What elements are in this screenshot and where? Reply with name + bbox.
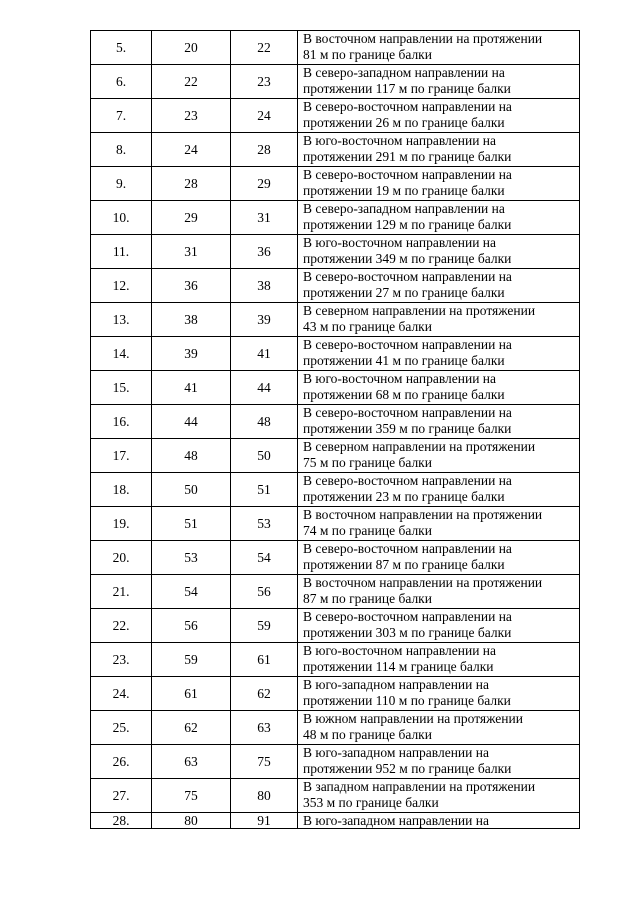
from-point-cell: 54	[152, 575, 231, 609]
to-point-cell: 22	[231, 31, 298, 65]
row-number-cell: 24.	[91, 677, 152, 711]
from-point-cell: 36	[152, 269, 231, 303]
from-point-cell: 38	[152, 303, 231, 337]
description-line-1: В северо-восточном направлении на	[303, 473, 512, 488]
from-point-cell: 62	[152, 711, 231, 745]
from-point-cell: 22	[152, 65, 231, 99]
table-row	[91, 269, 580, 303]
boundary-table-body	[91, 31, 580, 829]
description-line-1: В юго-западном направлении на	[303, 745, 489, 760]
description-line-2: протяжении 41 м по границе балки	[303, 353, 505, 368]
description-line-1: В северном направлении на протяжении	[303, 439, 536, 454]
description-line-2: 43 м по границе балки	[303, 319, 432, 334]
row-number-cell: 17.	[91, 439, 152, 473]
description-line-2: 74 м по границе балки	[303, 523, 432, 538]
from-point-cell: 48	[152, 439, 231, 473]
row-number-cell: 6.	[91, 65, 152, 99]
table-row	[91, 643, 580, 677]
description-line-2: 81 м по границе балки	[303, 47, 432, 62]
description-line-2: протяжении 117 м по границе балки	[303, 81, 511, 96]
from-point-cell: 44	[152, 405, 231, 439]
table-row	[91, 711, 580, 745]
description-line-1: В юго-западном направлении на	[303, 813, 489, 828]
table-row	[91, 439, 580, 473]
description-cell	[298, 609, 580, 643]
description-line-1: В восточном направлении на протяжении	[303, 507, 543, 522]
to-point-cell: 38	[231, 269, 298, 303]
description-line-1: В северо-восточном направлении на	[303, 167, 512, 182]
row-number-cell: 20.	[91, 541, 152, 575]
table-row	[91, 609, 580, 643]
description-line-2: 87 м по границе балки	[303, 591, 432, 606]
from-point-cell: 59	[152, 643, 231, 677]
row-number-cell: 22.	[91, 609, 152, 643]
table-row	[91, 65, 580, 99]
to-point-cell: 61	[231, 643, 298, 677]
to-point-cell: 59	[231, 609, 298, 643]
description-cell	[298, 405, 580, 439]
description-cell	[298, 745, 580, 779]
description-line-1: В северном направлении на протяжении	[303, 303, 536, 318]
description-cell	[298, 779, 580, 813]
description-line-2: 75 м по границе балки	[303, 455, 432, 470]
description-cell	[298, 439, 580, 473]
description-line-2: 353 м по границе балки	[303, 795, 439, 810]
description-line-1: В юго-западном направлении на	[303, 677, 489, 692]
description-line-1: В северо-западном направлении на	[303, 65, 505, 80]
to-point-cell: 51	[231, 473, 298, 507]
description-line-1: В северо-восточном направлении на	[303, 99, 512, 114]
description-line-2: протяжении 359 м по границе балки	[303, 421, 512, 436]
table-row	[91, 745, 580, 779]
from-point-cell: 80	[152, 813, 231, 829]
description-line-1: В западном направлении на протяжении	[303, 779, 536, 794]
from-point-cell: 23	[152, 99, 231, 133]
table-row	[91, 303, 580, 337]
to-point-cell: 24	[231, 99, 298, 133]
to-point-cell: 29	[231, 167, 298, 201]
table-row	[91, 779, 580, 813]
description-line-2: протяжении 303 м по границе балки	[303, 625, 512, 640]
description-line-2: протяжении 26 м по границе балки	[303, 115, 505, 130]
row-number-cell: 10.	[91, 201, 152, 235]
table-row	[91, 813, 580, 829]
description-cell	[298, 133, 580, 167]
description-line-2: протяжении 19 м по границе балки	[303, 183, 505, 198]
to-point-cell: 44	[231, 371, 298, 405]
to-point-cell: 23	[231, 65, 298, 99]
from-point-cell: 29	[152, 201, 231, 235]
row-number-cell: 15.	[91, 371, 152, 405]
table-row	[91, 31, 580, 65]
description-cell	[298, 541, 580, 575]
description-cell	[298, 235, 580, 269]
description-line-1: В восточном направлении на протяжении	[303, 575, 543, 590]
row-number-cell: 28.	[91, 813, 152, 829]
description-cell	[298, 643, 580, 677]
description-line-2: протяжении 27 м по границе балки	[303, 285, 505, 300]
row-number-cell: 12.	[91, 269, 152, 303]
description-cell	[298, 31, 580, 65]
description-cell	[298, 201, 580, 235]
table-row	[91, 235, 580, 269]
from-point-cell: 56	[152, 609, 231, 643]
description-cell	[298, 711, 580, 745]
description-cell	[298, 65, 580, 99]
from-point-cell: 28	[152, 167, 231, 201]
from-point-cell: 53	[152, 541, 231, 575]
table-row	[91, 677, 580, 711]
description-line-2: протяжении 952 м по границе балки	[303, 761, 512, 776]
description-line-2: протяжении 114 м границе балки	[303, 659, 494, 674]
row-number-cell: 23.	[91, 643, 152, 677]
row-number-cell: 7.	[91, 99, 152, 133]
to-point-cell: 56	[231, 575, 298, 609]
description-cell	[298, 813, 580, 829]
table-row	[91, 337, 580, 371]
table-row	[91, 99, 580, 133]
to-point-cell: 62	[231, 677, 298, 711]
row-number-cell: 27.	[91, 779, 152, 813]
description-line-1: В восточном направлении на протяжении	[303, 31, 543, 46]
from-point-cell: 75	[152, 779, 231, 813]
to-point-cell: 48	[231, 405, 298, 439]
description-line-1: В северо-восточном направлении на	[303, 269, 512, 284]
description-cell	[298, 303, 580, 337]
row-number-cell: 16.	[91, 405, 152, 439]
description-line-2: протяжении 68 м по границе балки	[303, 387, 505, 402]
from-point-cell: 63	[152, 745, 231, 779]
row-number-cell: 14.	[91, 337, 152, 371]
description-line-1: В юго-восточном направлении на	[303, 235, 497, 250]
from-point-cell: 51	[152, 507, 231, 541]
to-point-cell: 41	[231, 337, 298, 371]
to-point-cell: 39	[231, 303, 298, 337]
to-point-cell: 36	[231, 235, 298, 269]
description-line-2: протяжении 110 м по границе балки	[303, 693, 511, 708]
description-cell	[298, 677, 580, 711]
to-point-cell: 54	[231, 541, 298, 575]
table-row	[91, 371, 580, 405]
row-number-cell: 8.	[91, 133, 152, 167]
description-line-1: В северо-восточном направлении на	[303, 337, 512, 352]
description-line-1: В северо-восточном направлении на	[303, 405, 512, 420]
description-line-2: протяжении 349 м по границе балки	[303, 251, 512, 266]
description-cell	[298, 473, 580, 507]
description-line-2: протяжении 291 м по границе балки	[303, 149, 512, 164]
to-point-cell: 80	[231, 779, 298, 813]
row-number-cell: 9.	[91, 167, 152, 201]
description-line-1: В южном направлении на протяжении	[303, 711, 523, 726]
row-number-cell: 5.	[91, 31, 152, 65]
to-point-cell: 91	[231, 813, 298, 829]
to-point-cell: 53	[231, 507, 298, 541]
row-number-cell: 21.	[91, 575, 152, 609]
row-number-cell: 11.	[91, 235, 152, 269]
description-cell	[298, 507, 580, 541]
to-point-cell: 75	[231, 745, 298, 779]
description-line-2: протяжении 23 м по границе балки	[303, 489, 505, 504]
description-line-1: В юго-восточном направлении на	[303, 643, 497, 658]
table-row	[91, 473, 580, 507]
from-point-cell: 24	[152, 133, 231, 167]
table-row	[91, 405, 580, 439]
row-number-cell: 26.	[91, 745, 152, 779]
row-number-cell: 13.	[91, 303, 152, 337]
table-row	[91, 507, 580, 541]
description-line-1: В северо-западном направлении на	[303, 201, 505, 216]
to-point-cell: 28	[231, 133, 298, 167]
table-row	[91, 541, 580, 575]
to-point-cell: 50	[231, 439, 298, 473]
table-row	[91, 167, 580, 201]
from-point-cell: 61	[152, 677, 231, 711]
description-line-1: В юго-восточном направлении на	[303, 133, 497, 148]
to-point-cell: 63	[231, 711, 298, 745]
table-row	[91, 201, 580, 235]
from-point-cell: 20	[152, 31, 231, 65]
description-line-1: В юго-восточном направлении на	[303, 371, 497, 386]
description-line-1: В северо-восточном направлении на	[303, 609, 512, 624]
table-row	[91, 575, 580, 609]
from-point-cell: 41	[152, 371, 231, 405]
description-cell	[298, 371, 580, 405]
description-line-1: В северо-восточном направлении на	[303, 541, 512, 556]
description-line-2: протяжении 129 м по границе балки	[303, 217, 512, 232]
to-point-cell: 31	[231, 201, 298, 235]
from-point-cell: 50	[152, 473, 231, 507]
description-cell	[298, 575, 580, 609]
from-point-cell: 31	[152, 235, 231, 269]
description-cell	[298, 167, 580, 201]
from-point-cell: 39	[152, 337, 231, 371]
row-number-cell: 25.	[91, 711, 152, 745]
description-cell	[298, 337, 580, 371]
row-number-cell: 19.	[91, 507, 152, 541]
description-cell	[298, 269, 580, 303]
description-line-2: 48 м по границе балки	[303, 727, 432, 742]
description-line-2: протяжении 87 м по границе балки	[303, 557, 505, 572]
row-number-cell: 18.	[91, 473, 152, 507]
table-row	[91, 133, 580, 167]
boundary-table	[90, 30, 580, 829]
description-cell	[298, 99, 580, 133]
